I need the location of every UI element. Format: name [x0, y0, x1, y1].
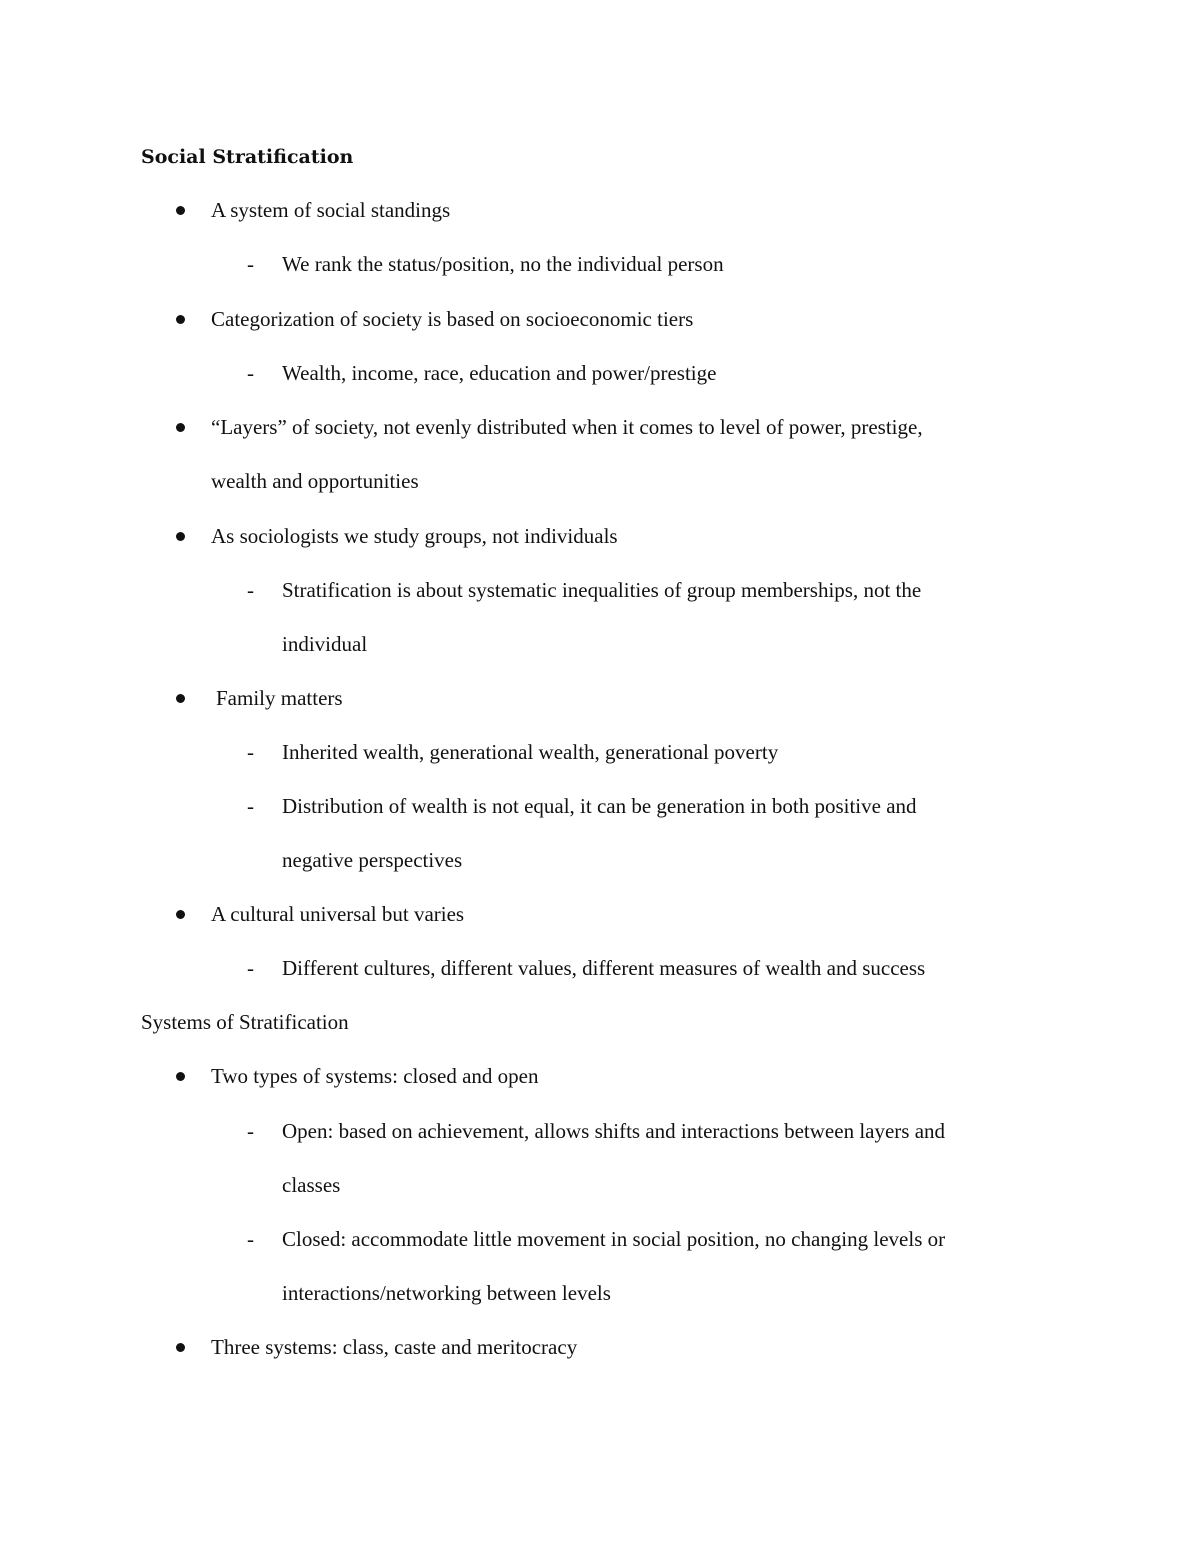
dash-icon: - — [247, 1119, 254, 1143]
dash-icon: - — [247, 1227, 254, 1251]
sub-item: Different cultures, different values, different measures of wealth and success — [282, 956, 926, 980]
sub-item: Stratification is about systematic inequalities of group memberships, not the — [282, 578, 922, 602]
sub-item-continuation: interactions/networking between levels — [282, 1281, 611, 1305]
section-title: Systems of Stratification — [141, 1010, 349, 1034]
bullet-item: A cultural universal but varies — [211, 902, 465, 926]
bullet-item: A system of social standings — [211, 198, 451, 222]
sub-item: Inherited wealth, generational wealth, generational poverty — [282, 740, 779, 764]
bullet-icon — [176, 910, 185, 919]
document-title: Social Stratification — [141, 146, 354, 168]
dash-icon: - — [247, 578, 254, 602]
sub-item-continuation: classes — [282, 1173, 341, 1197]
sub-item: Open: based on achievement, allows shifts and interactions between layers and — [282, 1119, 946, 1143]
sub-item: Distribution of wealth is not equal, it can be generation in both positive and — [282, 794, 917, 818]
bullet-icon — [176, 315, 185, 324]
dash-icon: - — [247, 956, 254, 980]
bullet-item: Two types of systems: closed and open — [211, 1064, 539, 1088]
bullet-icon — [176, 1072, 185, 1081]
bullet-icon — [176, 423, 185, 432]
sub-item-continuation: individual — [282, 632, 368, 656]
bullet-icon — [176, 694, 185, 703]
bullet-item: As sociologists we study groups, not individuals — [211, 524, 618, 548]
dash-icon: - — [247, 794, 254, 818]
bullet-icon — [176, 532, 185, 541]
sub-item-continuation: negative perspectives — [282, 848, 463, 872]
bullet-item: Family matters — [216, 686, 343, 710]
bullet-item: “Layers” of society, not evenly distributed when it comes to level of power, prestige, — [211, 415, 923, 439]
dash-icon: - — [247, 361, 254, 385]
bullet-item: Three systems: class, caste and meritocracy — [211, 1335, 578, 1359]
sub-item: Wealth, income, race, education and power/prestige — [282, 361, 717, 385]
bullet-icon — [176, 206, 185, 215]
bullet-icon — [176, 1343, 185, 1352]
dash-icon: - — [247, 252, 254, 276]
bullet-item: Categorization of society is based on socioeconomic tiers — [211, 307, 694, 331]
sub-item: Closed: accommodate little movement in social position, no changing levels or — [282, 1227, 946, 1251]
bullet-item-continuation: wealth and opportunities — [211, 469, 419, 493]
sub-item: We rank the status/position, no the individual person — [282, 252, 724, 276]
dash-icon: - — [247, 740, 254, 764]
